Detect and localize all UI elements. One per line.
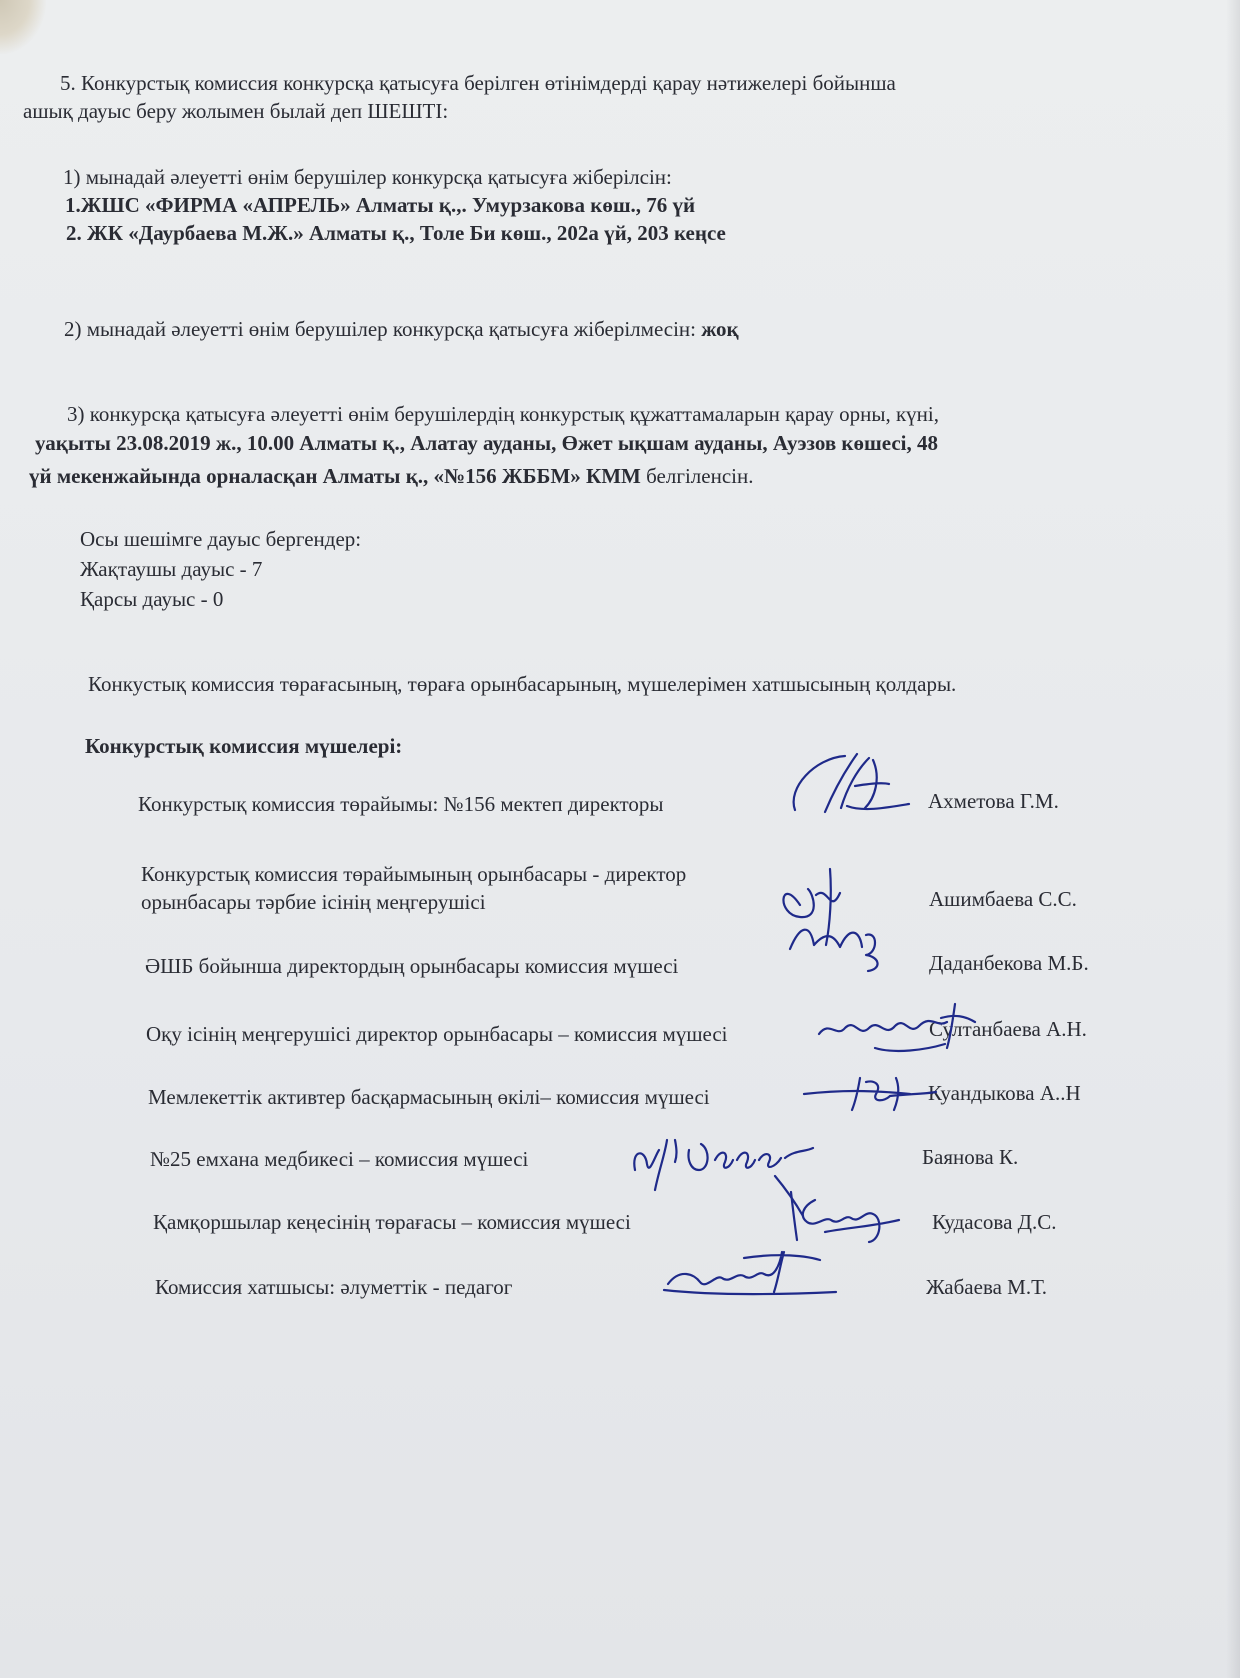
torn-corner <box>0 0 46 54</box>
member-role: №25 емхана медбикесі – комиссия мүшесі <box>150 1147 529 1171</box>
rejected-line <box>64 316 739 342</box>
member-name: Жабаева М.Т. <box>926 1275 1048 1299</box>
votes-heading: Осы шешімге дауыс бергендер: <box>80 527 362 551</box>
member-role: Қамқоршылар кеңесінің төрағасы – комиссия мүшесі <box>153 1210 631 1234</box>
signature-2 <box>770 865 900 975</box>
admitted-item-1: 1.ЖШС «ФИРМА «АПРЕЛЬ» Алматы қ.,. Умурзакова көш., 76 үй <box>65 193 696 217</box>
member-name: Баянова К. <box>922 1145 1019 1169</box>
page-edge-shadow <box>1226 0 1240 1678</box>
venue-line3-bold: үй мекенжайында орналасқан Алматы қ., «№156 ЖББМ» КММ <box>29 464 641 488</box>
venue-line3-rest: белгіленсін. <box>640 464 754 488</box>
decision-intro-line1: 5. Конкурстық комиссия конкурсқа қатысуға берілген өтінімдерді қарау нәтижелері бойынша <box>60 71 896 95</box>
member-role: Конкурстық комиссия төрайымының орынбасары - директор <box>141 862 687 886</box>
members-heading: Конкурстық комиссия мүшелері: <box>85 734 403 758</box>
admitted-item-2: 2. ЖК «Даурбаева М.Ж.» Алматы қ., Толе Би көш., 202а үй, 203 кеңсе <box>66 221 726 245</box>
member-role: Конкурстық комиссия төрайымы: №156 мектеп директоры <box>138 792 664 816</box>
rejected-value: жоқ <box>701 317 739 341</box>
member-role: Оқу ісінің меңгерушісі директор орынбасары – комиссия мүшесі <box>146 1022 728 1046</box>
member-name: Даданбекова М.Б. <box>929 951 1089 975</box>
venue-line1: 3) конкурсқа қатысуға әлеуетті өнім берушілердің конкурстық құжаттамаларын қарау орны, күні, <box>67 402 940 426</box>
signature-1 <box>785 748 915 823</box>
decision-intro-line2: ашық дауыс беру жолымен былай деп ШЕШТІ: <box>23 99 449 123</box>
signature-6 <box>785 1180 905 1250</box>
signature-4 <box>800 1072 940 1114</box>
member-role-continued: орынбасары тәрбие ісінің меңгерушісі <box>141 890 486 914</box>
member-name: Султанбаева А.Н. <box>929 1017 1087 1041</box>
signature-7 <box>660 1244 840 1304</box>
votes-against: Қарсы дауыс - 0 <box>80 587 224 611</box>
member-name: Ахметова Г.М. <box>928 789 1059 813</box>
signature-3 <box>815 998 985 1058</box>
member-name: Ашимбаева С.С. <box>929 887 1077 911</box>
member-role: Комиссия хатшысы: әлуметтік - педагог <box>155 1275 513 1299</box>
member-name: Куандыкова А..Н <box>928 1081 1081 1105</box>
member-name: Кудасова Д.С. <box>932 1210 1057 1234</box>
venue-line2: уақыты 23.08.2019 ж., 10.00 Алматы қ., Алатау ауданы, Өжет ықшам ауданы, Ауэзов көшесі, 48 <box>35 431 938 455</box>
venue-line3 <box>29 463 753 489</box>
rejected-label: 2) мынадай әлеуетті өнім берушілер конкурсқа қатысуға жіберілмесін: <box>64 317 702 341</box>
member-role: Мемлекеттік активтер басқармасының өкілі– комиссия мүшесі <box>148 1085 710 1109</box>
signatures-note: Конкустық комиссия төрағасының, төраға орынбасарының, мүшелерімен хатшысының қолдары. <box>88 672 957 696</box>
admitted-heading: 1) мынадай әлеуетті өнім берушілер конкурсқа қатысуға жіберілсін: <box>63 165 672 189</box>
member-role: ӘШБ бойынша директордың орынбасары комиссия мүшесі <box>145 954 679 978</box>
votes-for: Жақтаушы дауыс - 7 <box>80 557 263 581</box>
